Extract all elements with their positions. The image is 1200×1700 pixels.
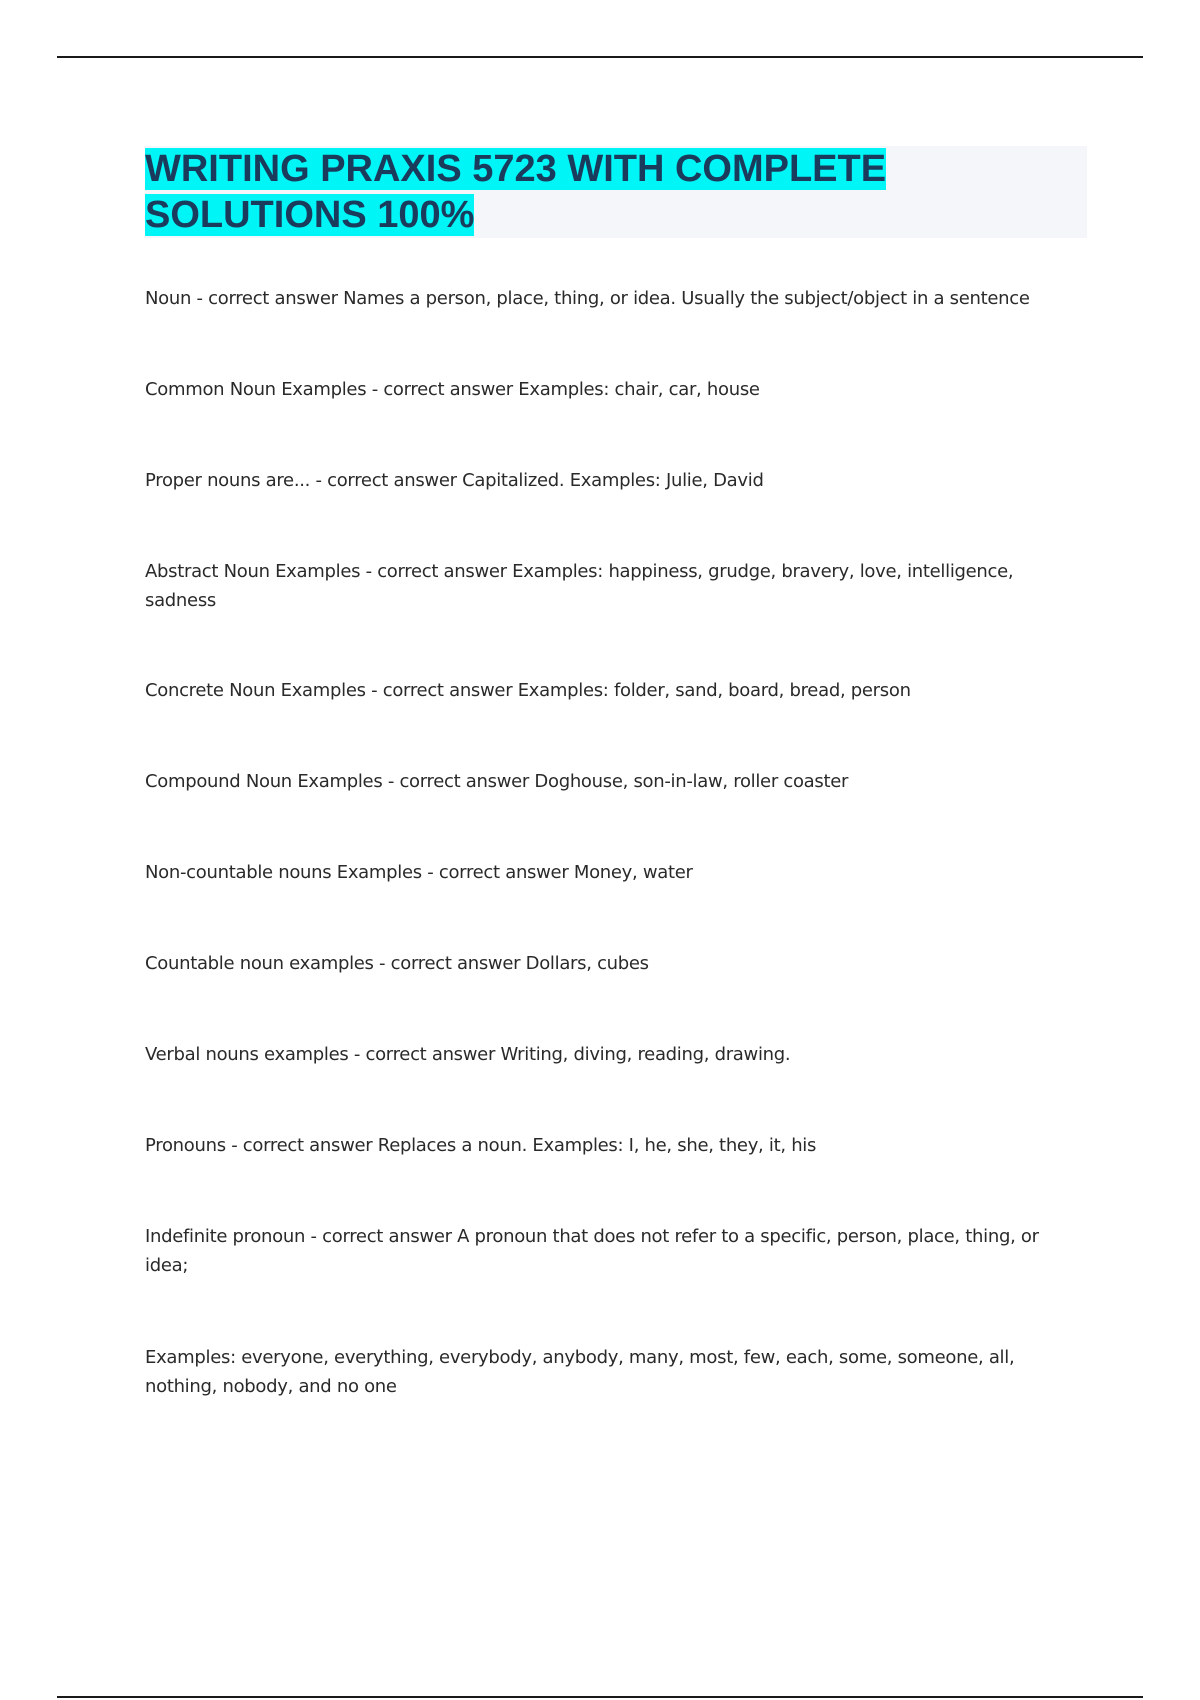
entry-pronouns: Pronouns - correct answer Replaces a noun. Examples: I, he, she, they, it, his [145, 1135, 817, 1156]
entry-non-countable-nouns: Non-countable nouns Examples - correct answer Money, water [145, 862, 693, 883]
entry-verbal-nouns: Verbal nouns examples - correct answer Writing, diving, reading, drawing. [145, 1044, 791, 1065]
entry-indefinite-examples: Examples: everyone, everything, everybody, anybody, many, most, few, each, some, someone, all, nothing, nobody, and no one [145, 1347, 1015, 1397]
bottom-rule [57, 1696, 1143, 1698]
entry-common-noun: Common Noun Examples - correct answer Examples: chair, car, house [145, 379, 760, 400]
entry-indefinite-pronoun: Indefinite pronoun - correct answer A pronoun that does not refer to a specific, person, place, thing, or idea; [145, 1226, 1039, 1276]
document-title [145, 146, 1087, 238]
entry-proper-nouns: Proper nouns are... - correct answer Capitalized. Examples: Julie, David [145, 470, 764, 491]
entry-noun: Noun - correct answer Names a person, place, thing, or idea. Usually the subject/object in a sentence [145, 288, 1030, 309]
entry-abstract-noun: Abstract Noun Examples - correct answer Examples: happiness, grudge, bravery, love, intelligence, sadness [145, 561, 1014, 611]
entry-countable-noun: Countable noun examples - correct answer Dollars, cubes [145, 953, 649, 974]
entry-compound-noun: Compound Noun Examples - correct answer Doghouse, son-in-law, roller coaster [145, 771, 849, 792]
title-highlight: WRITING PRAXIS 5723 WITH COMPLETE SOLUTIONS 100% [145, 148, 887, 236]
entry-concrete-noun: Concrete Noun Examples - correct answer Examples: folder, sand, board, bread, person [145, 680, 911, 701]
top-rule [57, 56, 1143, 58]
title-block [145, 146, 1087, 238]
